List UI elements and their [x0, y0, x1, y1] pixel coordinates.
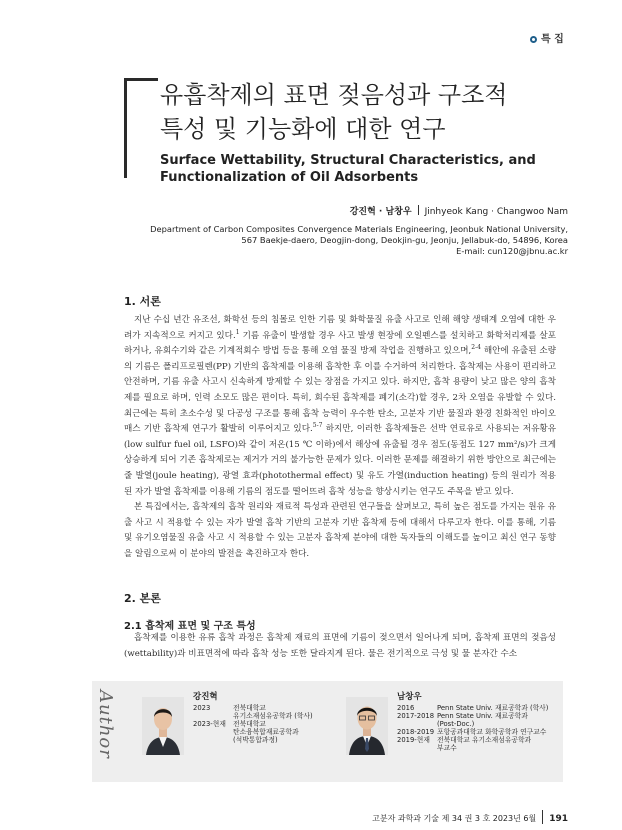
page-number: 191: [549, 814, 568, 824]
reference-superscript: 1: [235, 328, 240, 336]
author-box-label: Author: [95, 690, 116, 759]
author-separator: [418, 205, 419, 215]
title-english: [160, 152, 536, 186]
subsection-2-1-heading: 2.1 흡착제 표면 및 구조 특성: [124, 621, 256, 632]
author-2-history: [397, 704, 567, 752]
affiliation-email: E-mail: cun120@jbnu.ac.kr: [456, 246, 568, 256]
history-row: 2016 Penn State Univ. 재료공학과 (학사): [397, 704, 549, 712]
section-1-body: [124, 313, 556, 563]
title-bracket: [124, 78, 127, 178]
affiliation: [150, 224, 568, 257]
author-2-photo: [346, 697, 388, 755]
history-row: 2023 전북대학교 유기소재섬유공학과 (학사): [193, 704, 313, 720]
reference-superscript: 5-7: [312, 422, 323, 430]
author-1-photo: [142, 697, 184, 755]
paragraph: 지난 수십 년간 유조선, 화학선 등의 침몰로 인한 기름 및 화학물질 유출 사고로 인해 해양 생태계 오염에 대한 우려가 지속적으로 커지고 있다.$^1$ 기름 유출이 발생할 경우 사고 발생 현장에 오일펜스를 설치하고 화학처리제를 살포하거나, 유회수기와 같은 기계적회수 방법 등을 통해 오염 물질 방제 작업을 진행하고 있으며,$^{2-4}$ 해안에 유출된 소량의 기름은 폴리프로필렌(PP) 기반의 흡착제를 이용해 흡착한 후 이를 수거하여 처리한다. 흡착제는 사용이 편리하고 안전하며, 기름 유출 사고시 신속하게 방제할 수 있는 장점을 가지고 있다. 하지만, 흡착 용량이 낮고 많은 양의 흡착제를 필요로 하며, 인력 소모도 많은 편이다. 특히, 회수된 흡착제를 폐기(소각)할 경우, 2차 오염을 유발할 수 있다. 최근에는 특히 초소수성 및 다공성 구조를 통해 흡착 능력이 우수한 탄소, 고분자 기반 물질과 환경 친화적인 바이오매스 기반 흡착제 연구가 활발히 이루어지고 있다.$^{5-7}$ 하지만, 이러한 흡착제들은 선박 연료유로 사용되는 저유황유(low sulfur fuel oil, LSFO)와 같이 저온(15 ℃ 이하)에서 해상에 유출될 경우 점도(동점도 127 mm²/s)가 크게 상승하게 되어 기존 흡착제로는 제거가 거의 불가능한 문제가 있다. 이러한 문제를 해결하기 위한 방안으로 최근에는 줄 발열(joule heating), 광열 효과(photothermal effect) 및 유도 가열(induction heating) 등의 원리가 적용된 자가 발열 흡착제를 이용해 기름의 점도를 떨어뜨려 흡착 성능을 향상시키는 연구도 주목을 받고 있다.: [124, 315, 557, 497]
affiliation-line: Department of Carbon Composites Convergence Materials Engineering, Jeonbuk National University,: [150, 224, 568, 234]
title-korean: [160, 78, 507, 146]
title-english-line: Functionalization of Oil Adsorbents: [160, 170, 419, 185]
paragraph: 본 특집에서는, 흡착제의 흡착 원리와 재료적 특성과 관련된 연구들을 살펴보고, 특히 높은 점도를 가지는 원유 유출 사고 시 적용할 수 있는 자가 발열 흡착 기반의 고분자 기반 흡착제 등에 대해서 다루고자 한다. 이를 통해, 기름 및 유기오염물질 유출 사고 시 적용할 수 있는 고분자 흡착제 분야에 대한 독자들의 이해도를 높이고 최신 연구 동향을 알림으로써 이 분야의 발전을 촉진하고자 한다.: [124, 502, 556, 559]
history-row: 2023-현재 전북대학교 탄소융복합재료공학과 (석박통합과정): [193, 720, 299, 744]
history-row: 2018-2019 포항공과대학교 화학공학과 연구교수: [397, 728, 547, 736]
history-row: 2019-현재 전북대학교 유기소재섬유공학과 부교수: [397, 736, 532, 752]
history-row: 2017-2018 Penn State Univ. 재료공학과 (Post-Doc.): [397, 712, 528, 728]
title-bracket-top: [124, 78, 158, 81]
author-names-english: Jinhyeok Kang · Changwoo Nam: [424, 207, 568, 217]
page-footer: [372, 810, 568, 824]
reference-superscript: 2-4: [471, 344, 481, 352]
author-names-korean: 강진혁 · 남창우: [349, 207, 412, 217]
portrait-icon: [142, 697, 184, 755]
author-1-name: 강진혁: [193, 692, 218, 702]
author-2-name: 남창우: [397, 692, 422, 702]
author-1-history: [193, 704, 353, 744]
title-korean-line: 유흡착제의 표면 젖음성과 구조적: [160, 81, 508, 109]
circle-bullet-icon: [530, 36, 537, 43]
footer-separator: [542, 810, 543, 824]
portrait-icon: [346, 697, 388, 755]
title-english-line: Surface Wettability, Structural Characteristics, and: [160, 153, 536, 168]
affiliation-line: 567 Baekje-daero, Deogjin-dong, Deokjin-gu, Jeonju, Jellabuk-do, 54896, Korea: [241, 235, 568, 245]
author-line: [350, 204, 568, 217]
journal-info: 고분자 과학과 기술 제 34 권 3 호 2023년 6월: [372, 814, 537, 823]
title-korean-line: 특성 및 기능화에 대한 연구: [160, 115, 446, 143]
subsection-2-1-body: [124, 631, 556, 662]
section-tag: 특 집: [530, 30, 564, 45]
paragraph: 흡착제를 이용한 유류 흡착 과정은 흡착제 재료의 표면에 기름이 젖으면서 일어나게 되며, 흡착제 표면의 젖음성(wettability)과 비표면적에 따라 흡착 성능 또한 달라지게 된다. 물은 전기적으로 극성 및 물 분자간 수소: [124, 633, 556, 659]
section-2-heading: 2. 본론: [124, 592, 161, 605]
section-1-heading: 1. 서론: [124, 295, 161, 308]
